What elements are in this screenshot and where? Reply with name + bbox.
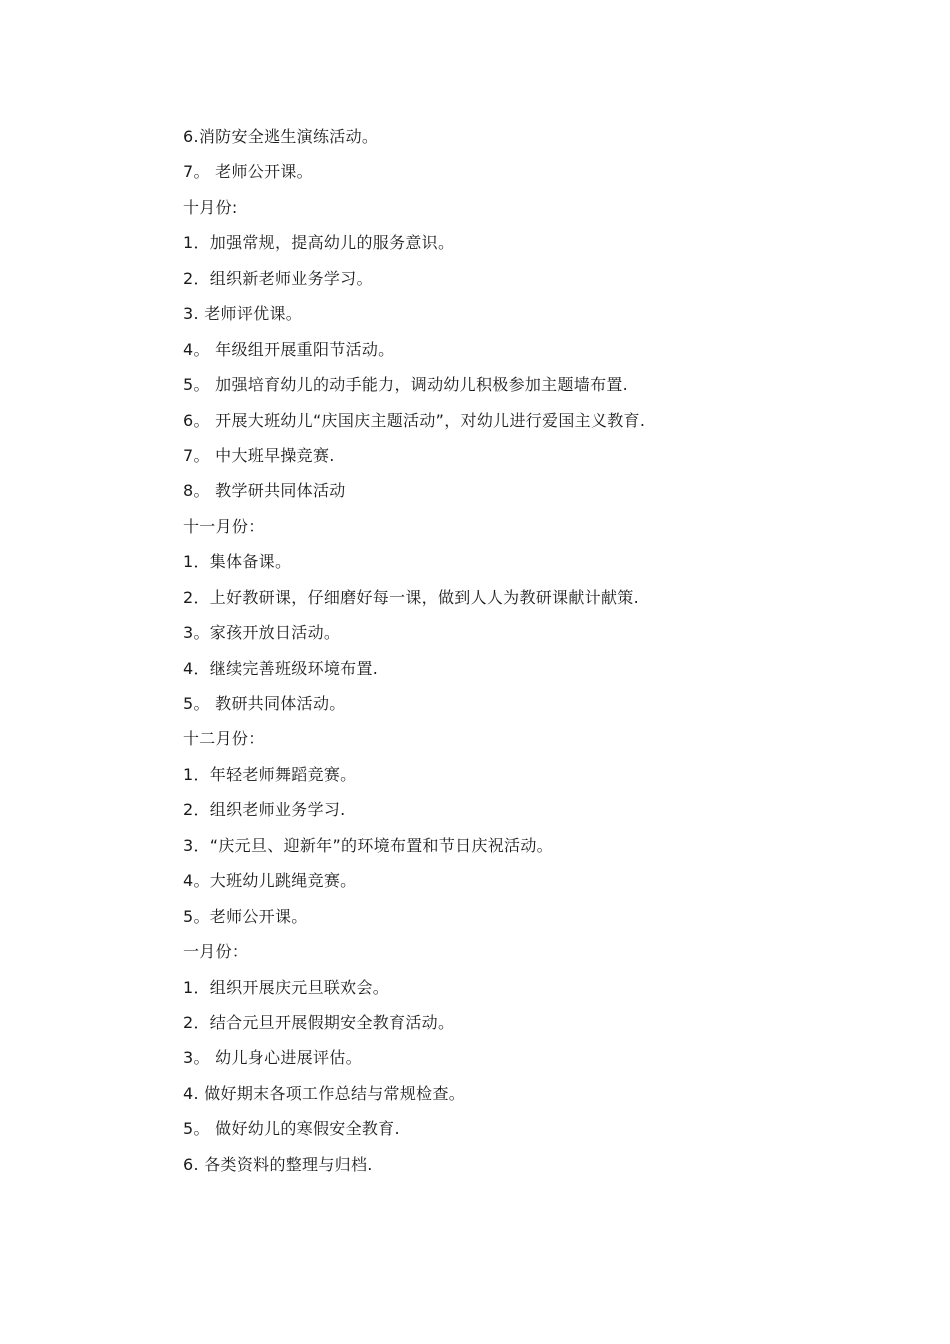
list-item: 5。老师公开课。 [183, 906, 308, 926]
list-item: 4．继续完善班级环境布置. [183, 658, 379, 678]
list-item: 1．加强常规，提高幼儿的服务意识。 [183, 233, 455, 253]
list-item: 7。 老师公开课。 [183, 162, 313, 182]
document-body [183, 119, 803, 1182]
list-item: 4. 做好期末各项工作总结与常规检查。 [183, 1083, 466, 1103]
list-item: 3。家孩开放日活动。 [183, 623, 341, 643]
section-heading-january: 一月份： [183, 942, 249, 962]
list-item: 5。 做好幼儿的寒假安全教育. [183, 1119, 400, 1139]
section-heading-december: 十二月份： [183, 729, 265, 749]
list-item: 5。 教研共同体活动。 [183, 694, 346, 713]
list-item: 1．组织开展庆元旦联欢会。 [183, 977, 390, 997]
list-item: 6。 开展大班幼儿“庆国庆主题活动”，对幼儿进行爱国主义教育. [183, 410, 646, 430]
list-item: 2．上好教研课，仔细磨好每一课，做到人人为教研课献计献策. [183, 587, 639, 607]
list-item: 2．组织老师业务学习. [183, 800, 346, 820]
list-item: 3. 老师评优课。 [183, 304, 303, 324]
list-item: 4。大班幼儿跳绳竞赛。 [183, 871, 357, 891]
list-item: 7。 中大班早操竞赛. [183, 445, 335, 465]
list-item: 6.消防安全逃生演练活动。 [183, 127, 379, 146]
list-item: 8。 教学研共同体活动 [183, 481, 346, 501]
list-item: 3。 幼儿身心进展评估。 [183, 1048, 362, 1068]
list-item: 2．结合元旦开展假期安全教育活动。 [183, 1012, 455, 1032]
list-item: 5。 加强培育幼儿的动手能力，调动幼儿积极参加主题墙布置. [183, 375, 629, 395]
list-item: 1．年轻老师舞蹈竞赛。 [183, 764, 357, 784]
list-item: 3．“庆元旦、迎新年”的环境布置和节日庆祝活动。 [183, 835, 553, 855]
list-item: 2．组织新老师业务学习。 [183, 268, 373, 288]
list-item: 4。 年级组开展重阳节活动。 [183, 339, 395, 359]
section-heading-october: 十月份: [183, 197, 238, 217]
list-item: 6. 各类资料的整理与归档. [183, 1154, 373, 1174]
section-heading-november: 十一月份： [183, 516, 265, 536]
list-item: 1．集体备课。 [183, 552, 292, 572]
